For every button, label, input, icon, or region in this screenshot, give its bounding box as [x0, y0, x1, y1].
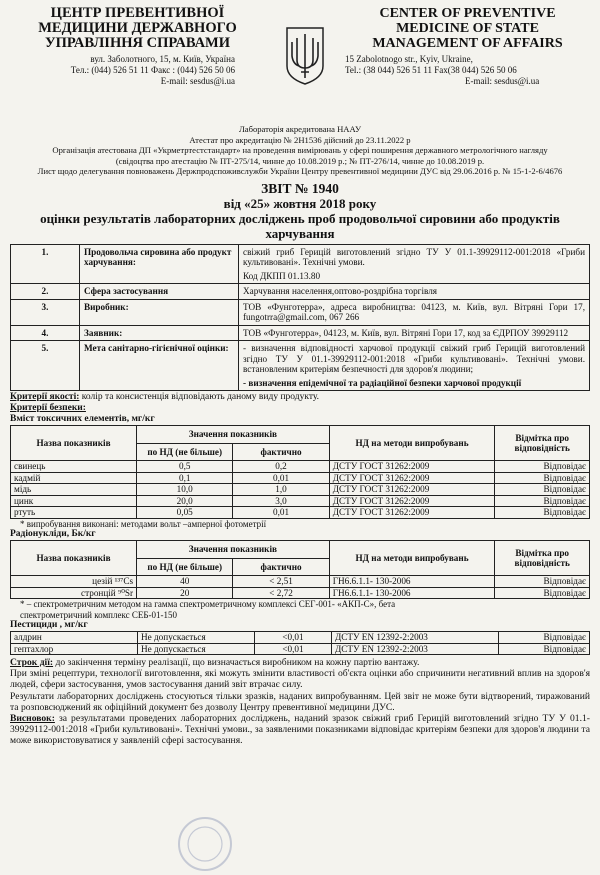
cell: 0,1: [137, 472, 233, 484]
letterhead-left: [10, 6, 265, 87]
accreditation-line: Атестат про акредитацію № 2Н1536 дійсний до 23.11.2022 р: [189, 134, 411, 145]
cell: алдрин: [11, 632, 138, 644]
org-name-en: CENTER OF PREVENTIVE MEDICINE OF STATE MANAGEMENT OF AFFAIRS: [372, 6, 563, 51]
cell: цезій ¹³⁷Cs: [11, 576, 137, 588]
safety-criteria: [10, 403, 590, 414]
change-notice: При зміні рецептури, технології виготовлення, які можуть змінити властивості об'єкта оцінки або спричинити негативний вплив на здоров'я людей, сфери застосування, умов застосування даний звіт втрачає силу.: [10, 668, 590, 691]
cell: 20: [137, 587, 233, 599]
letterhead-right: [345, 6, 590, 87]
row-label: Виробник:: [80, 299, 239, 325]
toxic-note: * випробування виконані: методами вольт –амперної фотометрії: [20, 518, 267, 529]
cell: Відповідає: [495, 587, 590, 599]
row-label: Заявник:: [80, 325, 239, 341]
info-table: [10, 244, 590, 392]
col-nd: по НД (не більше): [137, 558, 233, 576]
radio-heading: Радіонукліди, Бк/кг: [10, 529, 96, 539]
cell: ГН6.6.1.1- 130-2006: [329, 576, 495, 588]
col-name: Назва показників: [11, 541, 137, 576]
table-row: [11, 341, 590, 391]
cell: < 2,51: [233, 576, 329, 588]
quality-criteria: [10, 392, 590, 403]
cell: 0,2: [233, 461, 329, 473]
footer-block: [10, 657, 590, 747]
report-date: від «25» жовтня 2018 року: [223, 195, 377, 211]
conclusion-text: за результатами проведених лабораторних досліджень, наданий зразок свіжий гриб Герицій виготовлений згідно ТУ У 01.1-39929112-001:2018 «Гриби культивовані». Технічні умови., за заявленими показниками відповідає критеріям безпеки для здоров'я людини та може використовуватися у заявленій сфері застосування.: [10, 713, 590, 747]
col-fact: фактично: [233, 558, 329, 576]
value-extra: Код ДКПП 01.13.80: [243, 270, 321, 281]
trident-coat-of-arms-icon: [285, 26, 325, 86]
quality-text: колір та консистенція відповідають даному виду продукту.: [79, 392, 320, 402]
table-row: [11, 484, 590, 496]
radio-note-line: спектрометричний комплекс СЕБ-01-150: [20, 609, 178, 620]
cell: 1,0: [233, 484, 329, 496]
conclusion: [10, 713, 590, 747]
value-extra: - визначення епідемічної та радіаційної безпеки харчової продукції: [243, 377, 522, 388]
row-number: 2.: [11, 284, 80, 300]
cell: гептахлор: [11, 643, 138, 655]
org-address-en: [345, 54, 590, 87]
table-row: [11, 507, 590, 519]
cell: ДСТУ ГОСТ 31262:2009: [329, 507, 495, 519]
accreditation-block: [10, 124, 590, 177]
term-text: до закінчення терміну реалізації, що визначається виробником на кожну партію вантажу.: [53, 657, 420, 668]
col-method: НД на методи випробувань: [329, 426, 495, 461]
pest-heading: Пестициди , мг/кг: [10, 620, 88, 630]
table-row: [11, 632, 590, 644]
cell: ДСТУ ГОСТ 31262:2009: [329, 484, 495, 496]
safety-label: Критерії безпеки:: [10, 403, 86, 413]
cell: <0,01: [255, 643, 332, 655]
col-name: Назва показників: [11, 426, 137, 461]
pest-table: [10, 631, 590, 655]
letterhead: [10, 6, 590, 124]
table-row: [11, 284, 590, 300]
cell: кадмій: [11, 472, 137, 484]
table-header-row: [11, 426, 590, 444]
table-row: [11, 472, 590, 484]
cell: 0,01: [233, 507, 329, 519]
cell: ГН6.6.1.1- 130-2006: [329, 587, 495, 599]
cell: ДСТУ ГОСТ 31262:2009: [329, 461, 495, 473]
cell: Відповідає: [499, 643, 590, 655]
col-mark: Відмітка про відповідність: [495, 426, 590, 461]
value-text: - визначення відповідності харчової продукції свіжий гриб Герицій виготовлений згідно ТУ У 01.1-39929112-001:2018 «Гриби культивовані». Технічні умови. встановленим критеріям безпечності для здоров'я людини;: [243, 343, 585, 374]
cell: Відповідає: [495, 576, 590, 588]
report-subtitle: оцінки результатів лабораторних досліджень проб продовольчої сировини або продуктів харчування: [40, 210, 560, 241]
cell: Відповідає: [495, 461, 590, 473]
table-header-row: [11, 541, 590, 559]
org-address-ua: [10, 54, 265, 87]
row-value: [239, 341, 590, 391]
row-number: 5.: [11, 341, 80, 391]
table-row: [11, 576, 590, 588]
toxic-table: [10, 425, 590, 519]
radio-table: [10, 540, 590, 599]
table-row: [11, 299, 590, 325]
cell: ДСТУ EN 12392-2:2003: [332, 632, 499, 644]
accreditation-line: (свідоцтва про атестацію № ПТ-275/14, чинне до 10.08.2019 р.; № ПТ-276/14, чинне до 10.08.2019 р.: [115, 155, 485, 166]
cell: <0,01: [255, 632, 332, 644]
validity-term: [10, 657, 590, 668]
row-label: Продовольча сировина або продукт харчування:: [80, 244, 239, 284]
table-row: [11, 495, 590, 507]
cell: < 2,72: [233, 587, 329, 599]
cell: 3,0: [233, 495, 329, 507]
cell: мідь: [11, 484, 137, 496]
cell: 20,0: [137, 495, 233, 507]
report-title: ЗВІТ № 1940: [261, 180, 339, 196]
cell: 0,05: [137, 507, 233, 519]
phone-line: Tel.: (38 044) 526 51 11 Fax(38 044) 526 50 06: [345, 65, 517, 75]
cell: ДСТУ ГОСТ 31262:2009: [329, 472, 495, 484]
cell: Відповідає: [495, 495, 590, 507]
quality-label: Критерії якості:: [10, 392, 80, 402]
row-value: Харчування населення,оптово-роздрібна торгівля: [239, 284, 590, 300]
cell: стронцій ⁹⁰Sr: [11, 587, 137, 599]
row-value: [239, 244, 590, 284]
cell: 0,5: [137, 461, 233, 473]
cell: 40: [137, 576, 233, 588]
table-row: [11, 461, 590, 473]
table-row: [11, 244, 590, 284]
accreditation-line: Організація атестована ДП «Укрметртестстандарт» на проведення вимірювань у сфері поширення державного метрологічного нагляду: [52, 145, 548, 155]
cell: Не допускається: [138, 632, 255, 644]
col-mark: Відмітка про відповідність: [495, 541, 590, 576]
row-number: 4.: [11, 325, 80, 341]
col-values: Значення показників: [137, 541, 330, 559]
accreditation-line: Лист щодо делегування повноважень Держпродспоживслужби України Центру превентивної медицини ДУС від 29.06.2016 р. № 15-1-2-6/4676: [37, 166, 563, 176]
accreditation-line: Лабораторія акредитована НААУ: [238, 124, 362, 134]
email-line: E-mail: sesdus@i.ua: [160, 76, 235, 86]
stamp-icon: [170, 812, 240, 872]
row-value: ТОВ «Фунготерра», адреса виробництва: 04123, м. Київ, вул. Вітряні Гори 17, fungotrra@gmail.com, 067 266: [239, 299, 590, 325]
row-value: ТОВ «Фунготерра», 04123, м. Київ, вул. Вітряні Гори 17, код за ЄДРПОУ 39929112: [239, 325, 590, 341]
radio-note-line: * – спектрометричним методом на гамма спектрометричному комплексі СЕГ-001- «АКП-С», бета: [20, 599, 396, 609]
email-line: E-mail: sesdus@i.ua: [465, 76, 540, 86]
cell: цинк: [11, 495, 137, 507]
cell: Відповідає: [495, 472, 590, 484]
cell: 10,0: [137, 484, 233, 496]
radio-note: [10, 599, 590, 620]
cell: ДСТУ EN 12392-2:2003: [332, 643, 499, 655]
cell: свинець: [11, 461, 137, 473]
phone-line: Тел.: (044) 526 51 11 Факс : (044) 526 50 06: [70, 65, 235, 75]
row-label: Мета санітарно-гігієнічної оцінки:: [80, 341, 239, 391]
report-heading: [10, 181, 590, 241]
cell: Не допускається: [138, 643, 255, 655]
row-number: 1.: [11, 244, 80, 284]
col-values: Значення показників: [137, 426, 330, 444]
col-method: НД на методи випробувань: [329, 541, 495, 576]
address-line: вул. Заболотного, 15, м. Київ, Україна: [90, 54, 235, 64]
org-name-ua: ЦЕНТР ПРЕВЕНТИВНОЇ МЕДИЦИНИ ДЕРЖАВНОГО УПРАВЛІННЯ СПРАВАМИ: [38, 5, 237, 51]
row-label: Сфера застосування: [80, 284, 239, 300]
toxic-heading: Вміст токсичних елементів, мг/кг: [10, 414, 155, 424]
row-number: 3.: [11, 299, 80, 325]
address-line: 15 Zabolotnogo str., Kyiv, Ukraine,: [345, 54, 473, 64]
value-text: свіжий гриб Герицій виготовлений згідно ТУ У 01.1-39929112-001:2018 «Гриби культивовані». Технічні умови.: [243, 246, 585, 267]
table-row: [11, 325, 590, 341]
results-notice: Результати лабораторних досліджень стосуються тільки зразків, наданих випробуванням. Цей звіт не може бути відтворений, тиражований та розповсюджений як офіційний документ без дозволу Центру превентивної медицини ДУС.: [10, 690, 590, 713]
cell: Відповідає: [499, 632, 590, 644]
cell: 0,01: [233, 472, 329, 484]
col-nd: по НД (не більше): [137, 443, 233, 461]
table-row: [11, 587, 590, 599]
cell: ртуть: [11, 507, 137, 519]
term-label: Строк дії:: [10, 657, 54, 668]
cell: ДСТУ ГОСТ 31262:2009: [329, 495, 495, 507]
conclusion-label: Висновок:: [10, 713, 55, 725]
cell: Відповідає: [495, 507, 590, 519]
col-fact: фактично: [233, 443, 329, 461]
cell: Відповідає: [495, 484, 590, 496]
table-row: [11, 643, 590, 655]
